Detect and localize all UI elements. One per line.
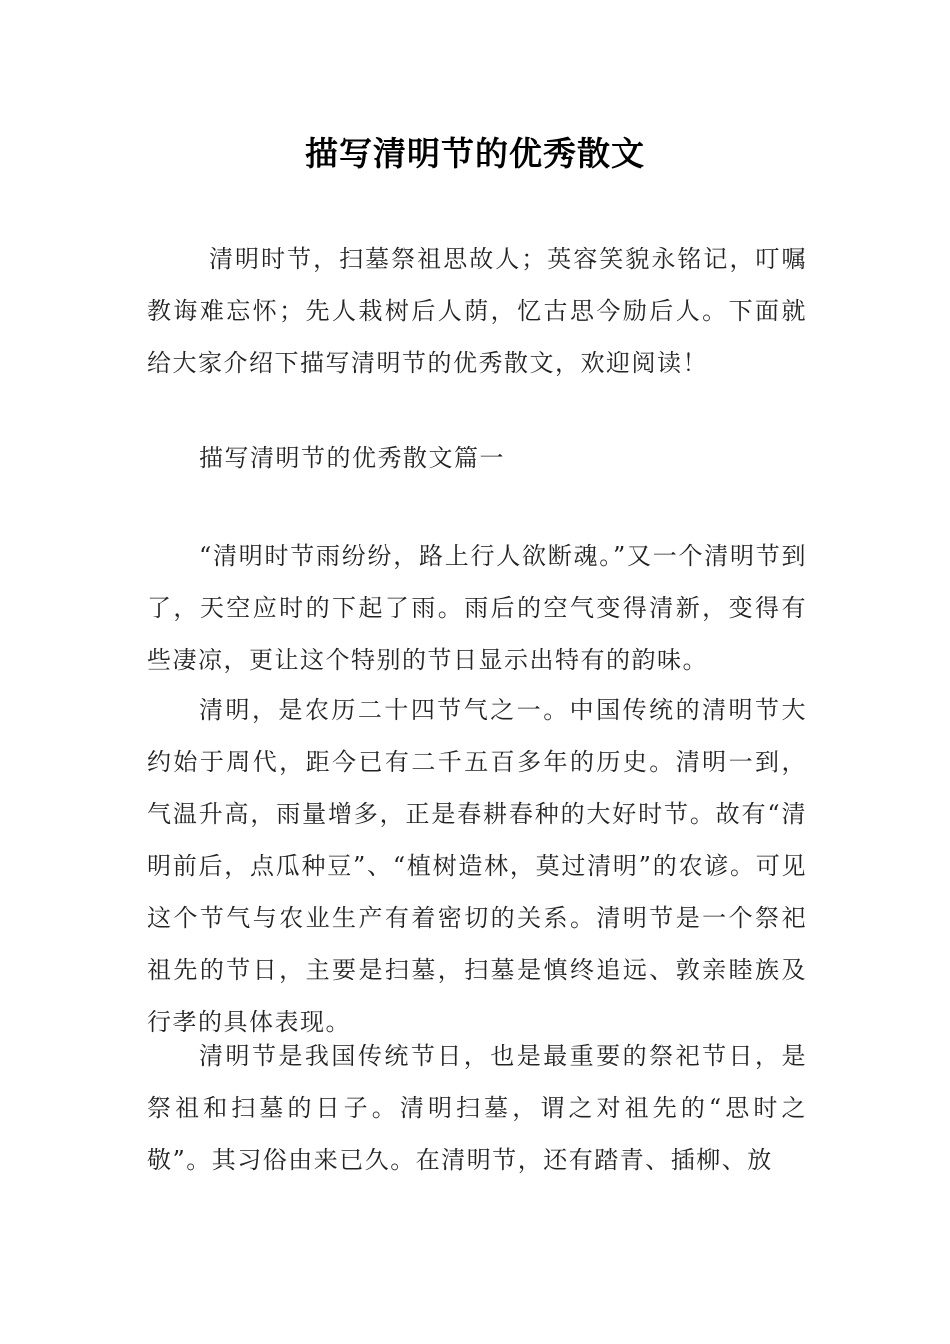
- body-paragraph: 清明节是我国传统节日，也是最重要的祭祀节日，是祭祖和扫墓的日子。清明扫墓，谓之对祖先的“思时之敬”。其习俗由来已久。在清明节，还有踏青、插柳、放: [147, 1042, 807, 1174]
- body-paragraph: “清明时节雨纷纷，路上行人欲断魂。”又一个清明节到了，天空应时的下起了雨。雨后的空气变得清新，变得有些凄凉，更让这个特别的节日显示出特有的韵味。: [147, 542, 807, 674]
- body-paragraph: 清明，是农历二十四节气之一。中国传统的清明节大约始于周代，距今已有二千五百多年的历史。清明一到，气温升高，雨量增多，正是春耕春种的大好时节。故有“清明前后，点瓜种豆”、“植树造林，莫过清明”的农谚。可见这个节气与农业生产有着密切的关系。清明节是一个祭祀祖先的节日，主要是扫墓，扫墓是慎终追远、敦亲睦族及行孝的具体表现。: [147, 696, 807, 1036]
- document-title: 描写清明节的优秀散文: [305, 134, 645, 173]
- section-heading: 描写清明节的优秀散文篇一: [199, 444, 505, 472]
- intro-paragraph: 清明时节，扫墓祭祖思故人；英容笑貌永铭记，叮嘱教诲难忘怀；先人栽树后人荫，忆古思今励后人。下面就给大家介绍下描写清明节的优秀散文，欢迎阅读！: [147, 245, 807, 377]
